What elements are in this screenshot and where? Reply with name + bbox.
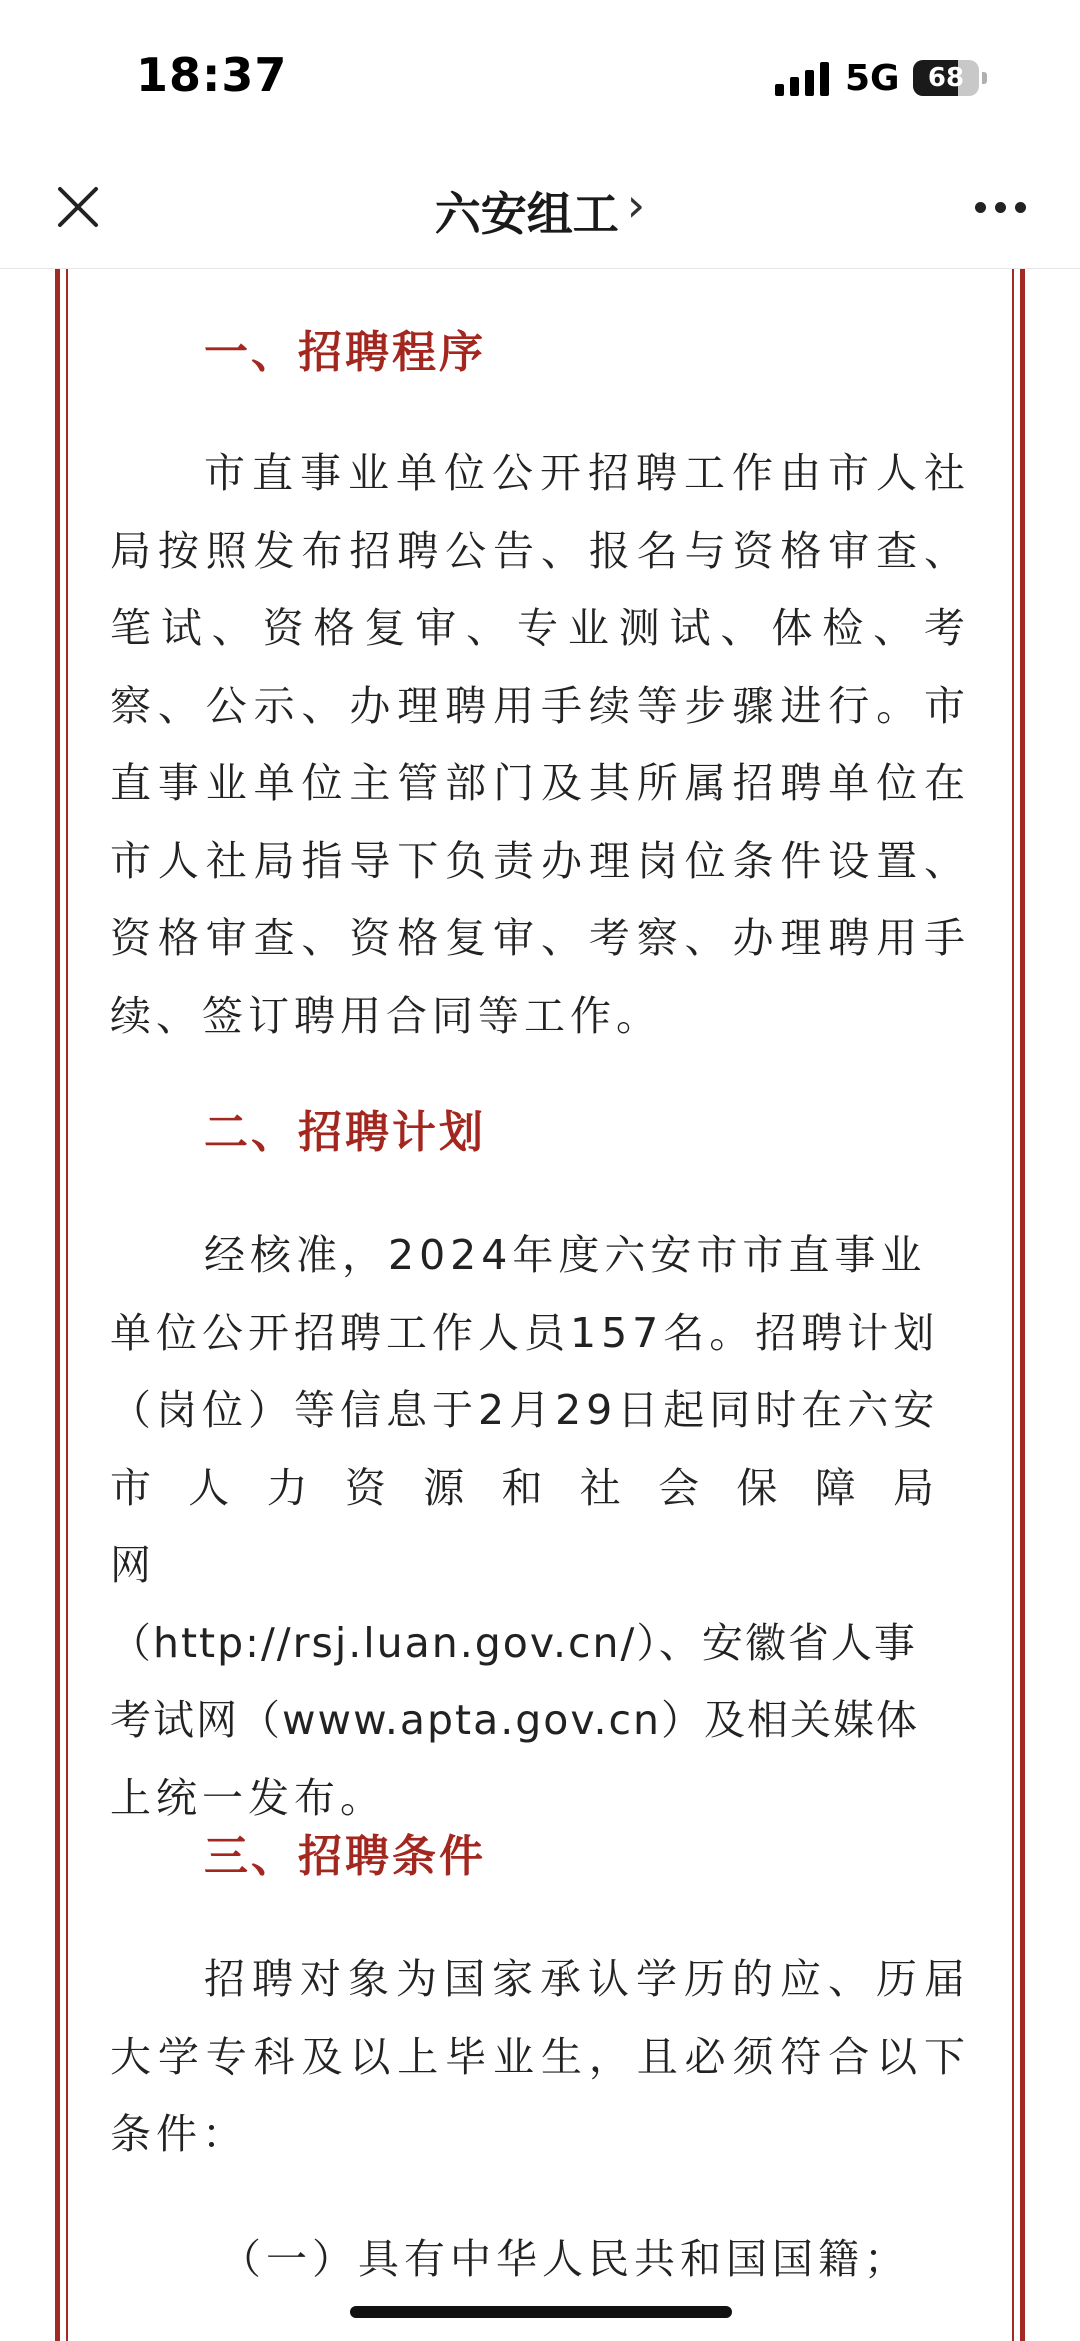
paragraph-procedure: 市直事业单位公开招聘工作由市人社局按照发布招聘公告、报名与资格审查、笔试、资格复审、专业测试、体检、考察、公示、办理聘用手续等步骤进行。市直事业单位主管部门及其所属招聘单位在市人社局指导下负责办理岗位条件设置、资格审查、资格复审、考察、办理聘用手续、签订聘用合同等工作。: [110, 449, 970, 1040]
more-dots-icon[interactable]: [975, 202, 1027, 216]
nav-bar: [0, 150, 1080, 269]
more-dot: [995, 202, 1006, 213]
chevron-right-icon: ›: [626, 178, 646, 232]
section-heading-conditions: 三、招聘条件: [204, 1831, 486, 1882]
right-border-thin: [1012, 269, 1014, 2341]
battery-cap: [982, 72, 987, 84]
paragraph-line: 经核准，2024年度六安市市直事业: [204, 1231, 927, 1279]
paragraph-line: 市人力资源和社会保障局网: [110, 1463, 970, 1589]
paragraph-line: 考试网（www.apta.gov.cn）及相关媒体: [110, 1696, 919, 1744]
account-title[interactable]: [0, 178, 1080, 244]
section-heading-procedure: 一、招聘程序: [204, 327, 486, 378]
paragraph-line: （岗位）等信息于2月29日起同时在六安: [110, 1386, 940, 1434]
status-bar: [0, 0, 1080, 150]
home-indicator[interactable]: [350, 2306, 732, 2318]
more-dot: [975, 202, 986, 213]
paragraph-plan: [110, 1217, 970, 1837]
battery-body: [913, 60, 979, 96]
signal-bars-icon: [775, 62, 831, 96]
left-border-thin: [66, 269, 68, 2341]
paragraph-line: 上统一发布。: [110, 1773, 386, 1822]
paragraph-line: 单位公开招聘工作人员157名。招聘计划: [110, 1308, 940, 1357]
condition-item: （一）具有中华人民共和国国籍；: [220, 2235, 910, 2283]
paragraph-line: （http://rsj.luan.gov.cn/）、安徽省人事: [110, 1618, 917, 1667]
status-time: 18:37: [136, 48, 288, 102]
network-type-label: 5G: [845, 58, 900, 99]
left-border-thick: [55, 269, 60, 2341]
section-heading-plan: 二、招聘计划: [204, 1107, 486, 1158]
paragraph-conditions: 招聘对象为国家承认学历的应、历届大学专科及以上毕业生，且必须符合以下条件：: [110, 1955, 970, 2158]
more-dot: [1015, 202, 1026, 213]
article-body[interactable]: [0, 269, 1080, 2341]
right-border-thick: [1020, 269, 1025, 2341]
battery-level-text: 68: [927, 63, 965, 93]
account-name: 六安组工: [434, 187, 619, 241]
battery-icon: [913, 60, 989, 96]
